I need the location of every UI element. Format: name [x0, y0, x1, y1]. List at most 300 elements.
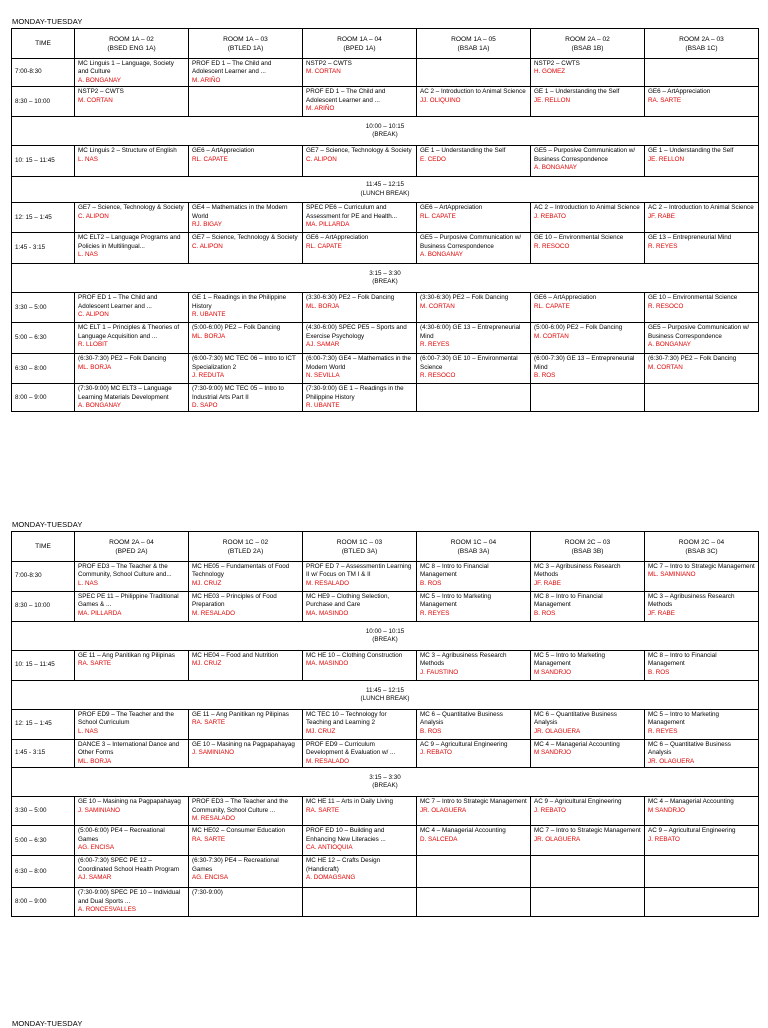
class-cell — [531, 651, 645, 681]
subject: MC 6 – Quantitative Business Analysis — [534, 711, 617, 727]
subject: (5:00-6:00) PE2 – Folk Dancing — [192, 324, 281, 332]
subject: GE7 – Science, Technology & Society — [78, 204, 184, 212]
instructor: ML. BORJA — [192, 332, 226, 340]
subject: GE 1 – Readings in the Philippine History — [192, 294, 287, 310]
room-name: ROOM 1C – 02 — [222, 538, 269, 546]
subject: (4:30-6:00) GE 13 – Entrepreneurial Mind — [420, 324, 521, 340]
class-cell — [303, 797, 417, 826]
class-cell — [75, 146, 189, 177]
time-slot: 12: 15 – 1:45 — [12, 710, 75, 740]
class-cell — [531, 592, 645, 622]
instructor: R. RESOCO — [420, 372, 456, 380]
class-cell — [645, 740, 759, 768]
class-cell — [417, 293, 531, 323]
class-cell — [645, 203, 759, 233]
class-cell — [189, 354, 303, 384]
program-name: (BSAB 3C) — [685, 547, 718, 555]
subject: SPEC PE 11 – Philippine Traditional Games & ... — [78, 593, 179, 609]
subject: MC HE9 – Clothing Selection, Purchase and Care — [306, 593, 390, 609]
time-slot: 10: 15 – 11:45 — [12, 651, 75, 681]
room-name: ROOM 2C – 04 — [678, 538, 725, 546]
instructor: JR. OLAGUERA — [534, 835, 581, 843]
class-cell — [303, 592, 417, 622]
instructor: J. REBATO — [420, 749, 452, 757]
class-cell — [531, 710, 645, 740]
instructor: ML. BORJA — [306, 302, 340, 310]
subject: MC HE 11 – Arts in Daily Living — [306, 798, 394, 806]
class-cell — [189, 203, 303, 233]
program-name: (BSAB 1B) — [571, 44, 604, 52]
subject: PROF ED3 – The Teacher & the Community, School Culture and... — [78, 563, 172, 579]
class-cell — [645, 146, 759, 177]
time-slot: 6:30 – 8:00 — [12, 856, 75, 888]
subject: (6:00-7:30) SPEC PE 12 – Coordinated School Health Program — [78, 857, 180, 873]
instructor: R. RESOCO — [648, 302, 684, 310]
subject: GE5 – Purposive Communication w/ Business Correspondence — [534, 147, 636, 163]
instructor: D. SAPO — [192, 402, 218, 410]
subject: PROF ED 7 – Assessmentin Learning II w/ Focus on TM I & II — [306, 563, 412, 579]
room-name: ROOM 2A – 02 — [565, 35, 610, 43]
subject: GE5 – Purposive Communication w/ Business Correspondence — [648, 324, 750, 340]
class-cell — [645, 59, 759, 87]
class-cell — [75, 592, 189, 622]
section-title-2: MONDAY-TUESDAY — [12, 520, 83, 529]
class-cell — [189, 740, 303, 768]
program-name: (BSAB 1A) — [457, 44, 490, 52]
subject: (7:30-9:00) SPEC PE 10 – Individual and Dual Sports ... — [78, 889, 181, 905]
subject: GE 10 – Masining na Pagpapahayag — [192, 741, 295, 748]
instructor: J. REBATO — [534, 806, 566, 814]
break-time: 3:15 – 3:30 — [369, 269, 401, 277]
subject: MC 6 – Quantitative Business Analysis — [420, 711, 503, 727]
time-slot: 3:30 – 5:00 — [12, 797, 75, 826]
instructor: RL. CAPATE — [420, 212, 456, 220]
instructor: H. GOMEZ — [534, 68, 566, 76]
time-slot: 8:00 – 9:00 — [12, 888, 75, 917]
subject: NSTP2 – CWTS — [306, 60, 352, 67]
subject: MC 3 – Agribusiness Research Methods — [648, 593, 735, 609]
class-cell — [417, 710, 531, 740]
break-cell — [12, 264, 759, 293]
subject: (6:30-7:30) PE4 – Recreational Games — [192, 857, 279, 873]
class-cell — [645, 888, 759, 917]
time-slot: 7:00-8:30 — [12, 59, 75, 87]
class-cell — [75, 797, 189, 826]
instructor: AG. ENCISA — [192, 874, 229, 882]
break-time: 11:45 – 12:15 — [365, 686, 405, 694]
program-name: (BSAB 3B) — [571, 547, 604, 555]
program-name: (BSED ENG 1A) — [107, 44, 156, 52]
subject: (6:30-7:30) PE2 – Folk Dancing — [78, 355, 167, 363]
class-cell — [417, 856, 531, 888]
schedule-row — [12, 323, 759, 354]
subject: MC 3 – Agribusiness Research Methods — [420, 652, 507, 668]
class-cell — [531, 59, 645, 87]
class-cell — [417, 651, 531, 681]
subject: PROF ED 10 – Building and Enhancing New Literacies ... — [306, 827, 386, 843]
subject: MC 7 – Intro to Strategic Management — [648, 563, 755, 570]
schedule-row — [12, 710, 759, 740]
room-header — [75, 532, 189, 562]
instructor: J. REBATO — [534, 212, 566, 220]
time-slot: 12: 15 – 1:45 — [12, 203, 75, 233]
instructor: M. CORTAN — [648, 363, 683, 371]
instructor: B. ROS — [420, 579, 442, 587]
class-cell — [75, 710, 189, 740]
instructor: M SANDRJO — [648, 806, 686, 814]
room-header — [303, 532, 417, 562]
break-time: 11:45 – 12:15 — [365, 181, 405, 189]
instructor: J. FAUSTINO — [420, 668, 459, 676]
class-cell — [531, 293, 645, 323]
break-row — [12, 768, 759, 797]
subject: MC ELT2 – Language Programs and Policies in Multilingual... — [78, 234, 181, 250]
class-cell — [75, 293, 189, 323]
subject: MC 6 – Quantitative Business Analysis — [648, 741, 731, 757]
instructor: A. BONGANAY — [78, 76, 121, 84]
room-name: ROOM 1A – 03 — [223, 35, 268, 43]
class-cell — [645, 293, 759, 323]
instructor: JR. OLAGUERA — [648, 757, 695, 765]
subject: MC 4 – Managerial Accounting — [534, 741, 620, 748]
subject: PROF ED 1 – The Child and Adolescent Learner and ... — [192, 60, 272, 76]
break-time: 10:00 – 10:15 — [365, 627, 405, 635]
class-cell — [645, 354, 759, 384]
subject: GE 1 – Understanding the Self — [534, 88, 620, 96]
instructor: M. CORTAN — [420, 302, 455, 310]
break-cell — [12, 768, 759, 797]
instructor: JE. RELLON — [648, 155, 685, 163]
class-cell — [189, 797, 303, 826]
instructor: L. NAS — [78, 155, 98, 163]
instructor: E. CEDO — [420, 155, 446, 163]
subject: MC 7 – Intro to Strategic Management — [420, 798, 527, 806]
subject: GE 11 – Ang Panitikan ng Pilipinas — [78, 652, 175, 659]
class-cell — [531, 384, 645, 412]
subject: NSTP2 – CWTS — [534, 60, 580, 67]
subject: GE6 – ArtAppreciation — [306, 234, 369, 242]
instructor: M. RESALADO — [306, 757, 350, 765]
class-cell — [303, 293, 417, 323]
subject: GE 1 – Understanding the Self — [420, 147, 506, 155]
program-name: (BSAB 3A) — [457, 547, 490, 555]
subject: PROF ED9 – The Teacher and the School Curriculum — [78, 711, 175, 727]
break-row — [12, 264, 759, 293]
class-cell — [417, 562, 531, 592]
instructor: MA. PILLARDA — [78, 609, 122, 617]
instructor: B. ROS — [420, 727, 442, 735]
time-slot: 3:30 – 5:00 — [12, 293, 75, 323]
subject: MC HE 10 – Clothing Construction — [306, 652, 403, 659]
subject: GE4 – Mathematics in the Modern World — [192, 204, 288, 220]
subject: GE6 – ArtAppreciation — [534, 294, 597, 302]
class-cell — [303, 562, 417, 592]
class-cell — [417, 826, 531, 856]
program-name: (BPED 1A) — [343, 44, 376, 52]
subject: GE 13 – Entrepreneurial Mind — [648, 234, 732, 242]
section-title-3: MONDAY-TUESDAY — [12, 1019, 83, 1028]
class-cell — [303, 87, 417, 117]
schedule-row — [12, 293, 759, 323]
break-cell — [12, 622, 759, 651]
subject: (6:00-7:30) GE 10 – Environmental Science — [420, 355, 518, 371]
class-cell — [531, 562, 645, 592]
break-row — [12, 622, 759, 651]
break-row — [12, 681, 759, 710]
class-cell — [75, 59, 189, 87]
instructor: C. ALIPON — [78, 311, 109, 319]
instructor: M. ARIÑO — [306, 105, 335, 113]
schedule-row — [12, 87, 759, 117]
class-cell — [417, 323, 531, 354]
class-cell — [189, 888, 303, 917]
class-cell — [303, 826, 417, 856]
instructor: M. RESALADO — [306, 579, 350, 587]
class-cell — [303, 323, 417, 354]
break-label: (BREAK) — [372, 131, 398, 139]
instructor: C. ALIPON — [306, 155, 337, 163]
class-cell — [417, 203, 531, 233]
subject: AC 2 – Introduction to Animal Science — [534, 204, 640, 212]
class-cell — [75, 826, 189, 856]
room-header — [531, 29, 645, 59]
class-cell — [75, 740, 189, 768]
instructor: JR. OLAGUERA — [534, 727, 581, 735]
class-cell — [417, 888, 531, 917]
instructor: RA. SARTE — [78, 660, 112, 668]
class-cell — [531, 203, 645, 233]
subject: MC 4 – Managerial Accounting — [648, 798, 734, 806]
instructor: MJ. CRUZ — [192, 579, 222, 587]
subject: MC 5 – Intro to Marketing Management — [420, 593, 492, 609]
subject: PROF ED9 – Curriculum Development & Evaluation w/ ... — [306, 741, 396, 757]
instructor: RA. SARTE — [192, 719, 226, 727]
instructor: MA. PILLARDA — [306, 221, 350, 229]
subject: (5:00-6:00) PE4 – Recreational Games — [78, 827, 165, 843]
subject: (6:00-7:30) GE4 – Mathematics in the Modern World — [306, 355, 411, 371]
subject: MC 5 – Intro to Marketing Management — [648, 711, 720, 727]
class-cell — [303, 354, 417, 384]
class-cell — [189, 856, 303, 888]
class-cell — [75, 384, 189, 412]
class-cell — [531, 323, 645, 354]
instructor: MA. MASINDO — [306, 609, 349, 617]
class-cell — [303, 856, 417, 888]
instructor: RL. CAPATE — [306, 242, 342, 250]
break-label: (LUNCH BREAK) — [360, 695, 410, 702]
subject: (7:30-9:00) — [192, 889, 223, 897]
schedule-row — [12, 651, 759, 681]
instructor: L. NAS — [78, 251, 98, 259]
instructor: M. ARIÑO — [192, 76, 221, 84]
program-name: (BTLED 3A) — [341, 547, 378, 555]
instructor: R. REYES — [648, 242, 678, 250]
program-name: (BPED 2A) — [115, 547, 148, 555]
subject: MC 8 – Intro to Financial Management — [420, 563, 489, 579]
schedule-row — [12, 354, 759, 384]
room-name: ROOM 1C – 04 — [450, 538, 497, 546]
instructor: JF. RABE — [648, 212, 675, 220]
schedule-row — [12, 856, 759, 888]
class-cell — [645, 562, 759, 592]
class-cell — [75, 87, 189, 117]
class-cell — [189, 233, 303, 264]
subject: NSTP2 – CWTS — [78, 88, 124, 96]
instructor: L. NAS — [78, 727, 98, 735]
schedule-row — [12, 888, 759, 917]
subject: AC 2 – Introduction to Animal Science — [648, 204, 754, 212]
time-slot: 7:00-8:30 — [12, 562, 75, 592]
class-cell — [303, 146, 417, 177]
class-cell — [75, 888, 189, 917]
class-cell — [417, 354, 531, 384]
instructor: C. ALIPON — [78, 212, 109, 220]
class-cell — [531, 856, 645, 888]
schedule-row — [12, 592, 759, 622]
class-cell — [75, 562, 189, 592]
class-cell — [75, 856, 189, 888]
room-header — [75, 29, 189, 59]
class-cell — [75, 203, 189, 233]
class-cell — [189, 293, 303, 323]
instructor: JJ. OLIQUINO — [420, 96, 461, 104]
header-row — [12, 29, 759, 59]
class-cell — [417, 59, 531, 87]
time-slot: 8:30 – 10:00 — [12, 87, 75, 117]
instructor: MA. MASINDO — [306, 660, 349, 668]
instructor: AJ. SAMAR — [306, 341, 340, 349]
instructor: RL. CAPATE — [192, 155, 228, 163]
break-label: (BREAK) — [372, 636, 398, 643]
subject: (3:30-6:30) PE2 – Folk Dancing — [420, 294, 509, 302]
subject: MC TEC 10 – Technology for Teaching and Learning 2 — [306, 711, 387, 727]
instructor: R. REYES — [420, 609, 450, 617]
subject: GE7 – Science, Technology & Society — [306, 147, 412, 155]
class-cell — [75, 651, 189, 681]
subject: AC 9 – Agricultural Engineering — [648, 827, 736, 835]
subject: MC 4 – Managerial Accounting — [420, 827, 506, 835]
program-name: (BTLED 2A) — [227, 547, 264, 555]
instructor: B. ROS — [648, 668, 670, 676]
instructor: R. LLOBIT — [78, 341, 108, 349]
subject: MC Linguis 1 – Language, Society and Culture — [78, 60, 174, 76]
class-cell — [189, 562, 303, 592]
subject: (7:30-9:00) GE 1 – Readings in the Philippine History — [306, 385, 404, 401]
room-name: ROOM 1A – 04 — [337, 35, 382, 43]
instructor: R. REYES — [420, 341, 450, 349]
subject: (6:30-7:30) PE2 – Folk Dancing — [648, 355, 737, 363]
instructor: RA. SARTE — [306, 806, 340, 814]
break-label: (LUNCH BREAK) — [360, 189, 410, 197]
schedule-row — [12, 146, 759, 177]
time-slot: 1:45 - 3:15 — [12, 233, 75, 264]
break-cell — [12, 681, 759, 710]
instructor: A. BONGANAY — [78, 402, 121, 410]
schedule-table-2 — [11, 531, 759, 917]
instructor: ML. BORJA — [78, 757, 112, 765]
class-cell — [531, 888, 645, 917]
subject: MC HE04 – Food and Nutrition — [192, 652, 279, 659]
schedule-row — [12, 384, 759, 412]
break-time: 3:15 – 3:30 — [369, 773, 401, 781]
instructor: A. BONGANAY — [534, 164, 577, 172]
subject: MC 8 – Intro to Financial Management — [534, 593, 603, 609]
instructor: M. RESALADO — [192, 609, 236, 617]
class-cell — [189, 87, 303, 117]
break-cell — [12, 117, 759, 146]
instructor: B. ROS — [534, 372, 556, 380]
class-cell — [531, 233, 645, 264]
break-time: 10:00 – 10:15 — [365, 122, 405, 130]
room-header — [417, 532, 531, 562]
instructor: RA. SARTE — [192, 835, 226, 843]
class-cell — [417, 797, 531, 826]
room-header — [189, 29, 303, 59]
instructor: M SANDRJO — [534, 668, 572, 676]
class-cell — [531, 146, 645, 177]
subject: (5:00-6:00) PE2 – Folk Dancing — [534, 324, 623, 332]
subject: MC 3 – Agribusiness Research Methods — [534, 563, 621, 579]
time-slot: 5:00 – 6:30 — [12, 323, 75, 354]
subject: GE5 – Purposive Communication w/ Business Correspondence — [420, 234, 522, 250]
subject: PROF ED 1 – The Child and Adolescent Learner and ... — [78, 294, 158, 310]
subject: GE 10 – Masining na Pagpapahayag — [78, 798, 181, 806]
subject: MC HE03 – Principles of Food Preparation — [192, 593, 277, 609]
class-cell — [645, 826, 759, 856]
subject: SPEC PE6 – Curriculum and Assessment for PE and Health... — [306, 204, 397, 220]
instructor: RA. SARTE — [648, 96, 682, 104]
room-header — [645, 532, 759, 562]
instructor: M. CORTAN — [306, 68, 341, 76]
instructor: D. SALCEDA — [420, 835, 458, 843]
subject: (6:00-7:30) GE 13 – Entrepreneurial Mind — [534, 355, 635, 371]
subject: MC HE02 – Consumer Education — [192, 827, 286, 835]
class-cell — [645, 797, 759, 826]
instructor: M. RESALADO — [192, 815, 236, 823]
instructor: A. DOMAGSANG — [306, 874, 356, 882]
subject: (3:30-6:30) PE2 – Folk Dancing — [306, 294, 395, 302]
class-cell — [189, 592, 303, 622]
instructor: A. BONGANAY — [648, 341, 691, 349]
class-cell — [645, 323, 759, 354]
class-cell — [75, 233, 189, 264]
class-cell — [531, 740, 645, 768]
class-cell — [189, 826, 303, 856]
subject: MC Linguis 2 – Structure of English — [78, 147, 177, 155]
class-cell — [531, 797, 645, 826]
room-name: ROOM 2A – 03 — [679, 35, 724, 43]
instructor: R. UBANTE — [306, 402, 340, 410]
instructor: M. CORTAN — [78, 96, 113, 104]
class-cell — [645, 651, 759, 681]
room-header — [531, 532, 645, 562]
class-cell — [189, 651, 303, 681]
instructor: L. NAS — [78, 579, 98, 587]
subject: DANCE 3 – International Dance and Other Forms — [78, 741, 180, 757]
class-cell — [303, 59, 417, 87]
time-slot: 10: 15 – 11:45 — [12, 146, 75, 177]
room-name: ROOM 2A – 04 — [109, 538, 154, 546]
class-cell — [645, 710, 759, 740]
class-cell — [75, 354, 189, 384]
schedule-table-1 — [11, 28, 759, 412]
schedule-row — [12, 797, 759, 826]
instructor: M SANDRJO — [534, 749, 572, 757]
instructor: A. BONGANAY — [420, 251, 463, 259]
class-cell — [189, 323, 303, 354]
time-slot: 8:30 – 10:00 — [12, 592, 75, 622]
subject: MC HE05 – Fundamentals of Food Technology — [192, 563, 290, 579]
